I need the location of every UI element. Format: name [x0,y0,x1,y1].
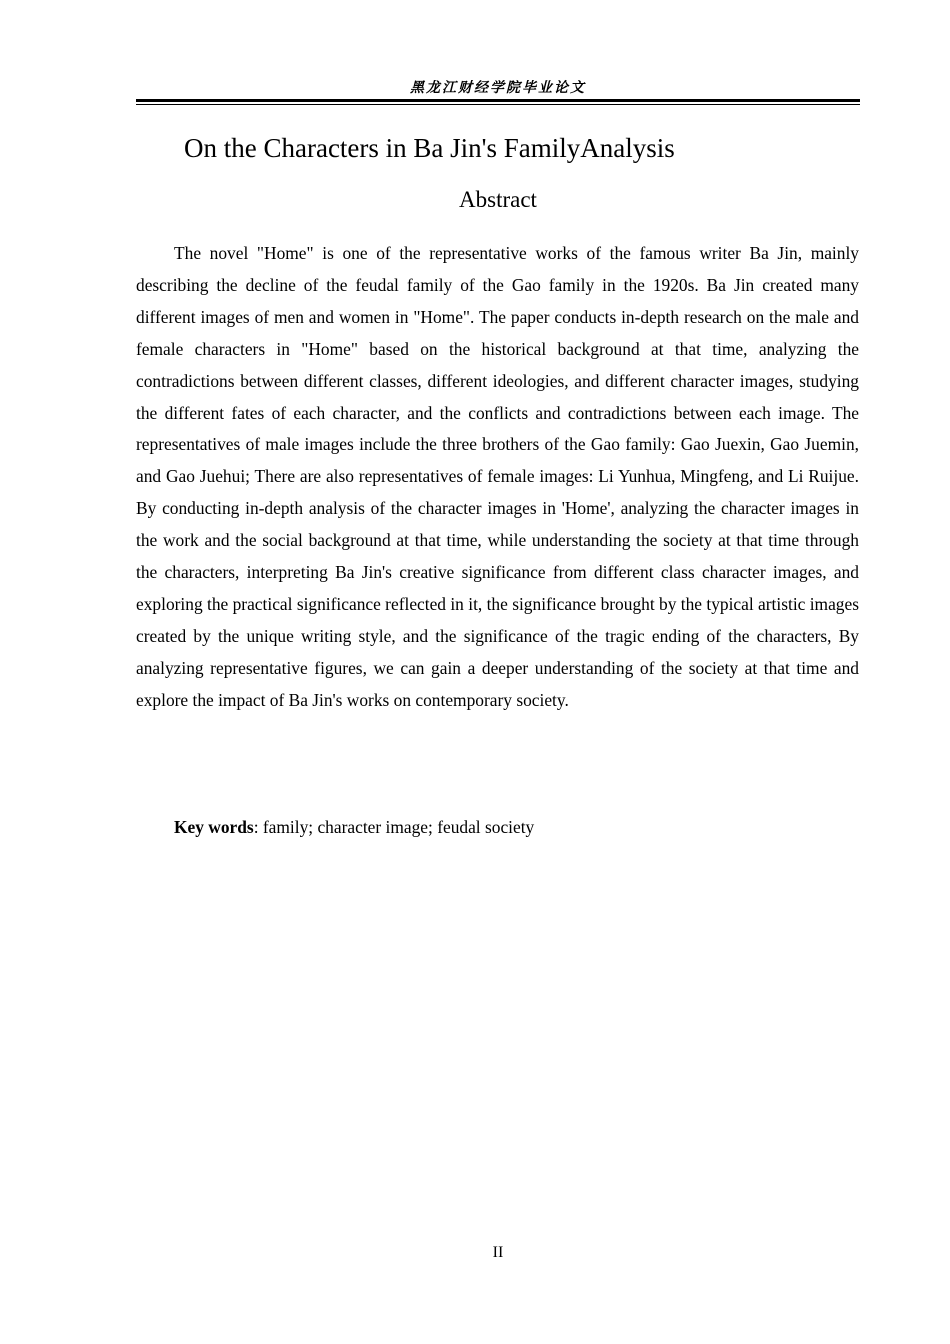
header-rule-thin [136,104,860,105]
keywords-line [174,812,534,843]
abstract-body: The novel "Home" is one of the representative works of the famous writer Ba Jin, mainly describing the decline of the feudal family of the Gao family in the 1920s. Ba Jin created many different images of men and women in "Home". The paper conducts in-depth research on the male and female characters in "Home" based on the historical background at that time, analyzing the contradictions between different classes, different ideologies, and different character images, studying the different fates of each character, and the conflicts and contradictions between each image. The representatives of male images include the three brothers of the Gao family: Gao Juexin, Gao Juemin, and Gao Juehui; There are also representatives of female images: Li Yunhua, Mingfeng, and Li Ruijue. By conducting in-depth analysis of the character images in 'Home', analyzing the character images in the work and the social background at that time, while understanding the society at that time through the characters, interpreting Ba Jin's creative significance from different class character images, and exploring the practical significance reflected in it, the significance brought by the typical artistic images created by the unique writing style, and the significance of the tragic ending of the characters, By analyzing representative figures, we can gain a deeper understanding of the society at that time and explore the impact of Ba Jin's works on contemporary society. [136,243,859,710]
header-institution-title: 黑龙江财经学院毕业论文 [410,81,586,96]
header-rule-thick [136,99,860,102]
paper-title: On the Characters in Ba Jin's FamilyAnalysis [184,133,675,163]
page-header [136,78,860,106]
abstract-heading: Abstract [459,187,537,212]
keywords-label: Key words [174,817,254,837]
keywords-separator: : [253,817,263,837]
keywords-value: family; character image; feudal society [262,817,535,837]
page-number: II [492,1244,504,1261]
